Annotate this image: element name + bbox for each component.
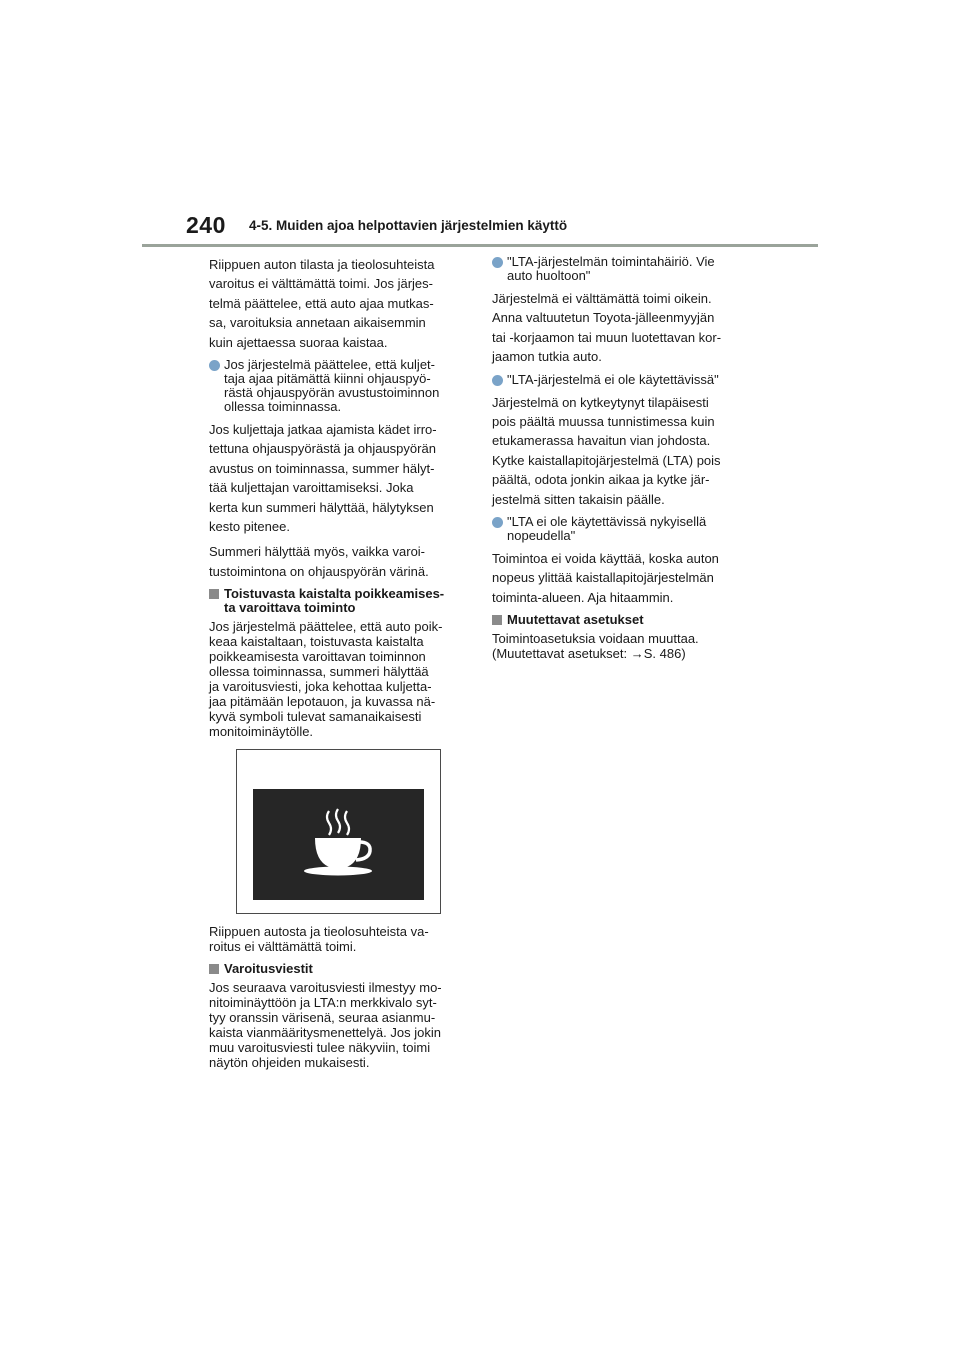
display-screen [253, 789, 424, 900]
text-line: toiminta-alueen. Aja hitaammin. [492, 589, 674, 605]
text-line: nitoiminäyttöön ja LTA:n merkkivalo syt- [209, 995, 437, 1011]
figure-caption [209, 924, 467, 954]
text-line: Jos järjestelmä päättelee, että kuljet- [224, 357, 435, 373]
text-line: Toimintoasetuksia voidaan muuttaa. [492, 631, 699, 647]
header-rule [142, 244, 818, 247]
settings-paragraph [492, 631, 750, 661]
text-line: pois päältä muussa tunnistimessa kuin [492, 414, 715, 430]
text-line: nopeudella" [507, 528, 576, 544]
text-line: nopeus ylittää kaistallapitojärjestelmän [492, 570, 714, 586]
section-title: 4-5. Muiden ajoa helpottavien järjestelmien käyttö [249, 218, 568, 233]
text-line: monitoiminäytölle. [209, 724, 314, 740]
heading-warning-messages [209, 962, 467, 976]
text-line: Toimintoa ei voida käyttää, koska auton [492, 551, 719, 567]
text-line: tustoimintona on ohjauspyörän värinä. [209, 563, 429, 579]
text-line: "LTA-järjestelmän toimintahäiriö. Vie [507, 254, 715, 269]
settings-reference [492, 646, 750, 661]
bullet-dot-icon [492, 375, 503, 386]
bullet-dot-icon [209, 360, 220, 371]
text-line: Järjestelmä ei välttämättä toimi oikein. [492, 291, 712, 306]
intro-paragraph [209, 255, 467, 352]
text-line: keaa kaistaltaan, toistuvasta kaistalta [209, 634, 424, 650]
text-line: taja ajaa pitämättä kiinni ohjauspyö- [224, 371, 431, 387]
text-line: jaa pitämään lepotauon, ja kuvassa nä- [209, 694, 436, 710]
arrow-right-icon: → [630, 646, 644, 662]
text-line: tai -korjaamon tai muun luotettavan kor- [492, 329, 722, 345]
heading-square-icon [209, 964, 219, 974]
text-line: ollessa toiminnassa, summeri hälyttää [209, 664, 429, 680]
text-line: kyvä symboli tulevat samanaikaisesti [209, 709, 422, 725]
text-line: "LTA-järjestelmä ei ole käytettävissä" [507, 371, 719, 387]
text-line: ta varoittava toiminto [224, 600, 356, 616]
text-line: tyy oranssin värisenä, seuraa asianmu- [209, 1010, 436, 1026]
text-line: jaamon tutkia auto. [492, 349, 602, 365]
right-column [492, 255, 750, 669]
text-line: varoitus ei välttämättä toimi. Jos järjes- [209, 276, 433, 292]
heading-settings [492, 613, 750, 627]
text-line: Anna valtuutetun Toyota-jälleenmyyjän [492, 310, 715, 326]
text-line: telmä päättelee, että auto ajaa mutkas- [209, 295, 434, 311]
text-line: Summeri hälyttää myös, vaikka varoi- [209, 544, 426, 560]
text-line: Riippuen auton tilasta ja tieolosuhteista [209, 257, 435, 272]
text-line: tettuna ohjauspyörästä ja ohjauspyörän [209, 441, 436, 457]
text-line: sa, varoituksia annetaan aikaisemmin [209, 315, 426, 331]
page-header [186, 212, 826, 246]
text-line: Kytke kaistallapitojärjestelmä (LTA) pois [492, 452, 721, 468]
bullet-hands-off-wheel [209, 358, 467, 414]
buzzer-paragraph [209, 542, 467, 581]
text-line: näytön ohjeiden mukaisesti. [209, 1055, 370, 1071]
text-line: Järjestelmä on kytkeytynyt tilapäisesti [492, 394, 709, 410]
text-line: auto huoltoon" [507, 268, 591, 283]
text-line: ja varoitusviesti, joka kehottaa kuljetta- [209, 679, 432, 695]
text-line: kerta kun summeri hälyttää, hälytyksen [209, 499, 434, 515]
text-line: roitus ei välttämättä toimi. [209, 939, 357, 955]
text-line: kuin ajettaessa suoraa kaistaa. [209, 334, 388, 350]
hands-off-paragraph [209, 420, 467, 536]
page-number: 240 [186, 212, 226, 238]
bullet-lta-malfunction [492, 255, 750, 283]
lta-malfunction-paragraph [492, 289, 750, 367]
text-line: Muutettavat asetukset [507, 612, 644, 628]
text-line: Varoitusviestit [224, 961, 313, 977]
bullet-lta-speed [492, 515, 750, 543]
text-line: tää kuljettajan varoittamiseksi. Joka [209, 480, 414, 496]
text-line: muu varoitusviesti tulee näkyviin, toimi [209, 1040, 431, 1056]
text-line: ollessa toiminnassa. [224, 399, 342, 415]
text-line: kesto pitenee. [209, 519, 290, 535]
page-reference-link[interactable]: S. 486) [643, 646, 686, 662]
heading-square-icon [492, 615, 502, 625]
text-line: päältä, odota jonkin aikaa ja kytke jär- [492, 472, 710, 488]
text-line: Riippuen autosta ja tieolosuhteista va- [209, 924, 429, 940]
bullet-dot-icon [492, 257, 503, 268]
text-line: poikkeamisesta varoittavan toiminnon [209, 649, 426, 665]
text-line: Jos seuraava varoitusviesti ilmestyy mo- [209, 980, 442, 996]
heading-square-icon [209, 589, 219, 599]
text-line: avustus on toiminnassa, summer hälyt- [209, 460, 435, 476]
text-line: "LTA ei ole käytettävissä nykyisellä [507, 514, 707, 530]
lta-speed-paragraph [492, 549, 750, 607]
coffee-cup-figure [236, 749, 441, 914]
bullet-lta-unavailable [492, 373, 750, 387]
text-line: jestelmä sitten takaisin päälle. [492, 491, 665, 507]
text-line: rästä ohjauspyörän avustustoiminnon [224, 385, 440, 401]
text-line: Jos järjestelmä päättelee, että auto poik- [209, 619, 443, 635]
text-line: kaista vianmääritysmenettelyä. Jos jokin [209, 1025, 441, 1041]
coffee-cup-icon [253, 789, 424, 900]
text-line: (Muutettavat asetukset: [492, 646, 631, 662]
bullet-dot-icon [492, 517, 503, 528]
warning-messages-paragraph [209, 980, 467, 1070]
text-line: Toistuvasta kaistalta poikkeamises- [224, 586, 445, 602]
text-line: etukamerassa havaitun vian johdosta. [492, 433, 711, 449]
left-column [209, 255, 467, 1078]
heading-repeated-departure [209, 587, 467, 615]
repeated-departure-paragraph [209, 619, 467, 739]
lta-unavailable-paragraph [492, 393, 750, 509]
text-line: Jos kuljettaja jatkaa ajamista kädet irro- [209, 422, 437, 438]
